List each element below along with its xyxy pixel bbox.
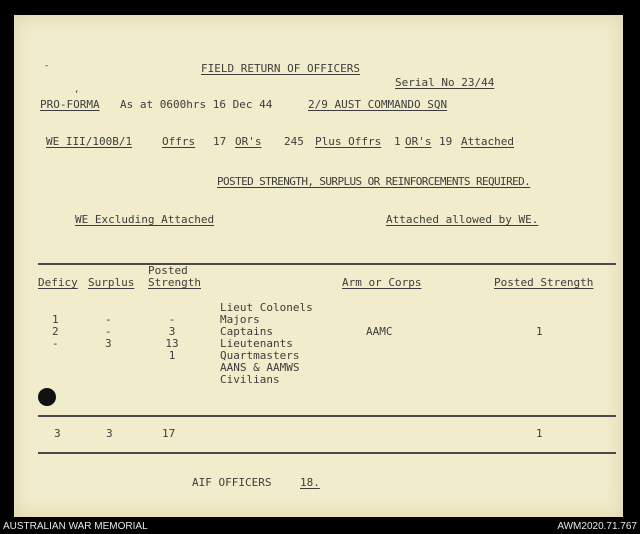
deficy-cell: 1 [52,313,59,326]
rank-label: Civilians [220,373,280,386]
plus-offrs-label: Plus Offrs [315,135,382,148]
total-posted-right: 1 [536,427,543,440]
footer-accession-number: AWM2020.71.767 [557,521,637,532]
deficy-cell: 2 [52,325,59,338]
rank-label: Majors [220,313,260,326]
plus-ors-label: OR's [405,135,432,148]
document-page [14,15,623,517]
document-title: FIELD RETURN OF OFFICERS [201,62,360,75]
posted-cell: 1 [168,349,176,362]
plus-offrs-value: 1 [394,135,401,148]
offrs-label: Offrs [162,135,196,148]
aif-officers-value: 18. [300,476,320,489]
section-left-heading: WE Excluding Attached [75,213,215,226]
we-reference: WE III/100B/1 [46,135,133,148]
proforma-label: PRO-FORMA [40,98,100,111]
header-deficy: Deficy [38,276,78,289]
total-surplus: 3 [106,427,113,440]
rank-label: Lieutenants [220,337,293,350]
header-posted-line1: Posted [148,264,188,277]
plus-ors-value: 19 [439,135,453,148]
posted-cell: 13 [165,337,179,350]
header-posted-strength-right: Posted Strength [494,276,594,289]
unit-name: 2/9 AUST COMMANDO SQN [308,98,448,111]
aif-officers-label: AIF OFFICERS [192,476,272,489]
section-right-heading: Attached allowed by WE. [386,213,539,226]
ors-value: 245 [284,135,304,148]
header-arm-corps: Arm or Corps [342,276,422,289]
margin-mark: - [44,61,50,71]
totals-top-rule [38,415,616,417]
surplus-cell: - [105,313,112,326]
rank-label: AANS & AAMWS [220,361,300,374]
total-posted: 17 [162,427,176,440]
surplus-cell: - [105,325,112,338]
arm-corps-value: AAMC [366,325,393,338]
attached-label: Attached [461,135,514,148]
posted-strength-heading: POSTED STRENGTH, SURPLUS OR REINFORCEMENTS REQUIRED. [217,175,531,188]
as-at-date: As at 0600hrs 16 Dec 44 [120,98,273,111]
header-posted-line2: Strength [148,276,201,289]
deficy-cell: - [52,337,59,350]
posted-cell: 3 [168,325,176,338]
offrs-value: 17 [213,135,227,148]
total-deficy: 3 [54,427,61,440]
rank-label: Captains [220,325,273,338]
posted-cell: - [168,313,176,326]
header-surplus: Surplus [88,276,135,289]
footer-archive-name: AUSTRALIAN WAR MEMORIAL [3,521,148,532]
posted-right-value: 1 [536,325,543,338]
totals-bottom-rule [38,452,616,454]
margin-mark: , [74,85,80,95]
serial-number: Serial No 23/44 [395,76,495,89]
rank-label: Quartmasters [220,349,300,362]
punch-hole [38,388,56,406]
table-top-rule [38,263,616,265]
rank-label: Lieut Colonels [220,301,313,314]
surplus-cell: 3 [105,337,112,350]
ors-label: OR's [235,135,262,148]
